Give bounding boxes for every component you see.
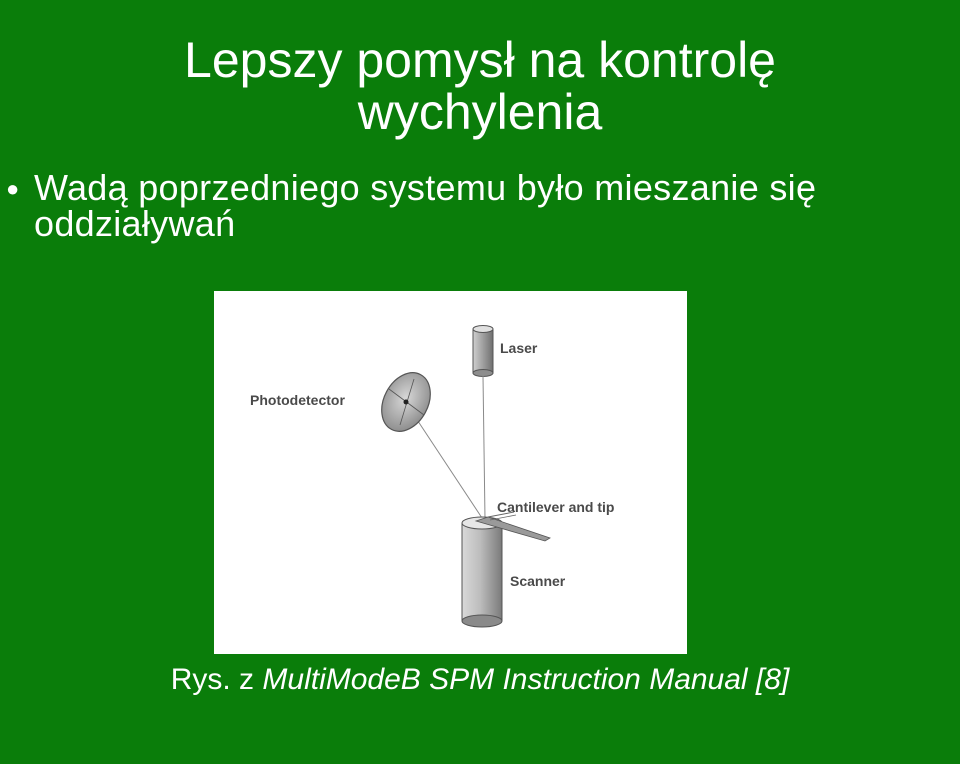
caption-source: MultiModeB SPM Instruction Manual [8]	[262, 663, 790, 696]
photodetector-shape	[372, 364, 440, 439]
bullet-dot-icon: ●	[6, 176, 20, 201]
caption-prefix: Rys. z	[170, 663, 263, 696]
cantilever-label: Cantilever and tip	[497, 499, 615, 515]
laser-beam-incident	[483, 376, 485, 519]
laser-shape	[473, 326, 493, 377]
figure-caption	[0, 662, 960, 698]
scanner-label: Scanner	[510, 573, 566, 589]
slide-title: Lepszy pomysł na kontrolę wychylenia	[184, 32, 776, 140]
laser-label: Laser	[500, 340, 538, 356]
afm-diagram-figure	[214, 291, 687, 654]
afm-diagram	[214, 291, 687, 654]
bullet-text: Wadą poprzedniego systemu było mieszanie się oddziaływań	[34, 167, 817, 244]
photodetector-label: Photodetector	[250, 392, 345, 408]
scanner-shape	[462, 517, 502, 627]
bullet-item	[6, 167, 936, 244]
